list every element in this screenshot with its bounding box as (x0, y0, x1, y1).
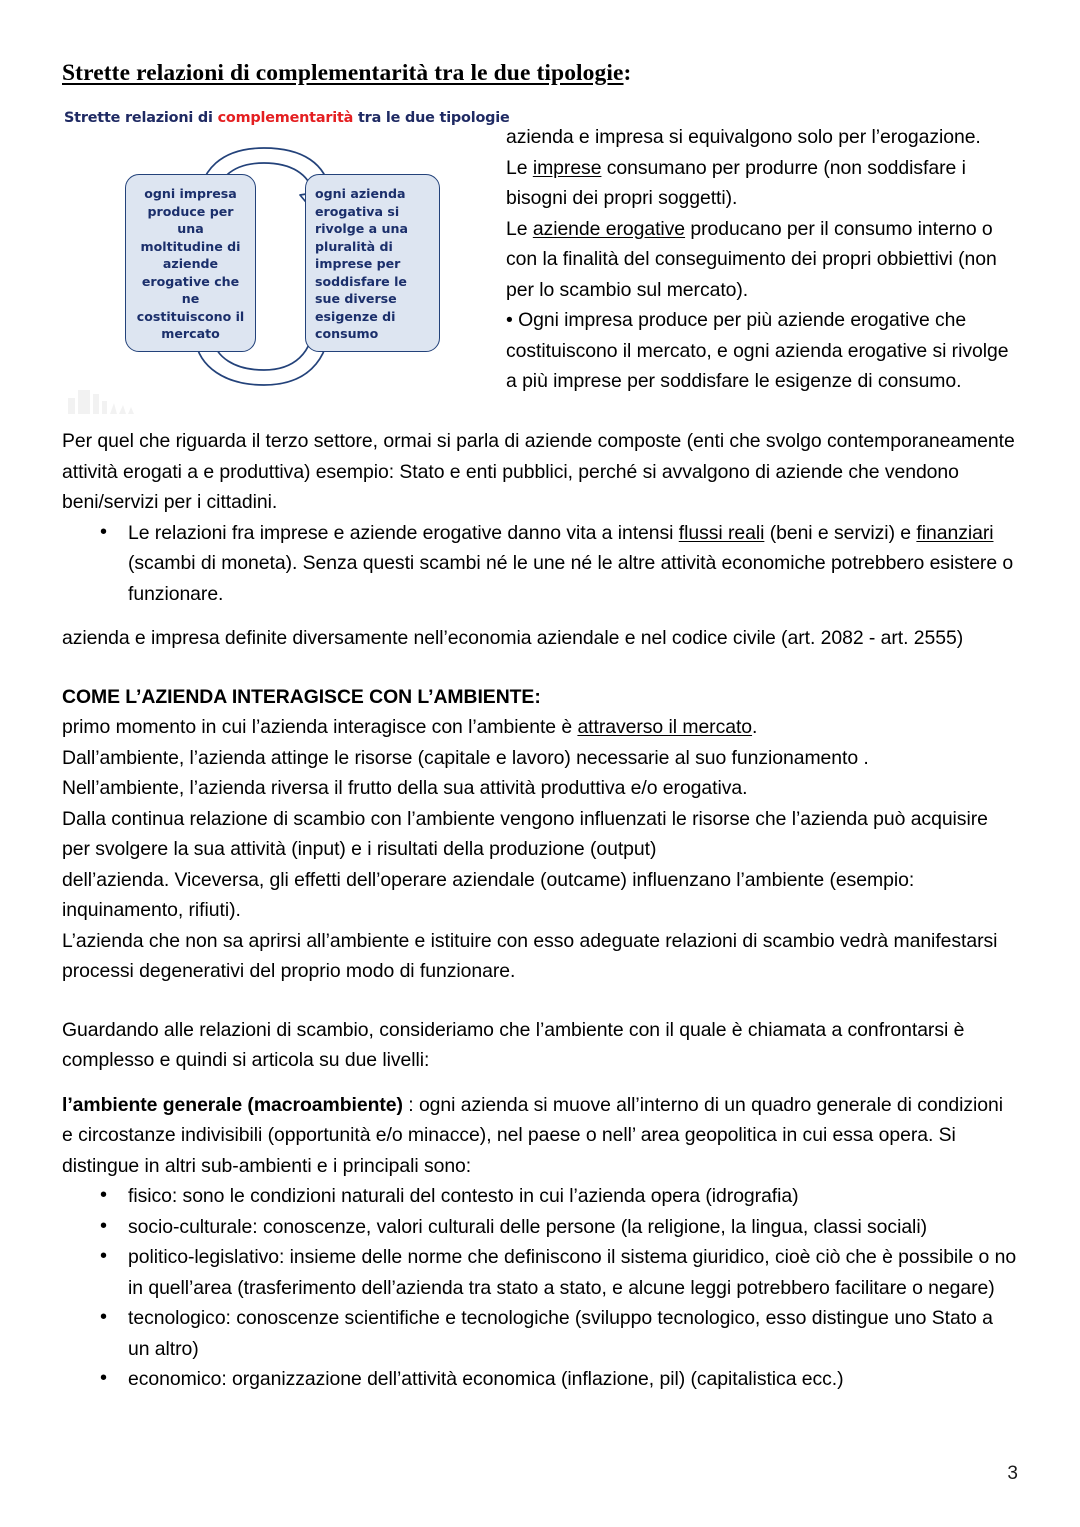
list-item: • politico-legislativo: insieme delle norme che definiscono il sistema giuridico, cioè ciò che è possibile o no in quell’area (trasferimento dell’azienda tra stato a stato, e alcune leggi potrebbero facilitare o negare) (100, 1242, 1018, 1303)
spacer (62, 654, 1018, 682)
page-title-underlined: Strette relazioni di complementarità tra le due tipologie (62, 60, 624, 86)
page-title-colon: : (623, 60, 632, 86)
list-item: • economico: organizzazione dell’attività economica (inflazione, pil) (capitalistica ecc.) (100, 1364, 1018, 1395)
macroambiente-definition: : ogni azienda si muove all’interno di un quadro generale di condizioni e circostanze indivisibili (opportunità e/o minacce), nel paese o nell’ area geopolitica in cui essa opera. Si distingue in altri sub-ambienti e i principali sono: (62, 1093, 1003, 1177)
ambiente-line-4: Dalla continua relazione di scambio con l’ambiente vengono influenzati le risorse che l’azienda può acquisire per svolgere la sua attività (input) e i risultati della produzione (output) (62, 807, 988, 860)
complementarity-figure (62, 108, 510, 398)
note-line-2-pre: Le (506, 156, 533, 179)
bullet-list-sub-ambienti (62, 1181, 1018, 1395)
ambiente-line-1-pre: primo momento in cui l’azienda interagisce con l’ambiente è (62, 716, 578, 738)
note-line-3-pre: Le (506, 217, 533, 240)
source-watermark-icon (62, 384, 172, 418)
page-title (62, 58, 1018, 88)
figure-side-notes (462, 108, 1018, 397)
bullet-flussi-underlined-1: flussi reali (678, 521, 765, 544)
note-line-2-underlined: imprese (532, 156, 602, 179)
list-item: • fisico: sono le condizioni naturali del contesto in cui l’azienda opera (idrografia) (100, 1181, 1018, 1212)
paragraph-macroambiente (62, 1090, 1018, 1182)
note-line-1: azienda e impresa si equivalgono solo per l’erogazione. (506, 126, 981, 148)
figure-heading-pre: Strette relazioni di (64, 110, 218, 126)
document-body (62, 398, 1018, 1395)
note-line-4: • Ogni impresa produce per più aziende erogative che costituiscono il mercato, e ogni azienda erogative si rivolge a più imprese per soddisfare le esigenze di consumo. (506, 309, 1009, 392)
note-line-3 (506, 214, 1018, 306)
note-line-3-post: producano per il consumo interno o con la finalità del conseguimento dei propri obbiettivi (non per lo scambio sul mercato). (506, 217, 997, 301)
bullet-flussi-post: (scambi di moneta). Senza questi scambi né le une né le altre attività economiche potrebbero esistere o funzionare. (128, 552, 1014, 605)
section-heading-ambiente: COME L’AZIENDA INTERAGISCE CON L’AMBIENTE: (62, 685, 541, 708)
ambiente-line-1-underlined: attraverso il mercato (577, 716, 753, 738)
figure-heading-post: tra le due tipologie (353, 110, 510, 126)
figure-and-notes-row (62, 108, 1018, 398)
ambiente-line-1 (62, 712, 1018, 743)
ambiente-line-1-post: . (752, 716, 758, 738)
bullet-flussi-pre: Le relazioni fra imprese e aziende erogative danno vita a intensi (128, 521, 679, 544)
list-item (100, 518, 1018, 610)
ambiente-line-5: dell’azienda. Viceversa, gli effetti dell’operare aziendale (outcame) influenzano l’ambiente (esempio: inquinamento, rifiuti). (62, 868, 915, 921)
paragraph-terzo-settore: Per quel che riguarda il terzo settore, ormai si parla di aziende composte (enti che svolgo contemporaneamente attività erogati a e produttiva) esempio: Stato e enti pubblici, perché si avvalgono di aziende che vendono beni/servizi per i cittadini. (62, 430, 1015, 513)
macroambiente-term: l’ambiente generale (macroambiente) (62, 1093, 403, 1116)
spacer (62, 609, 1018, 623)
right-concept-box: ogni azienda erogativa si rivolge a una pluralità di imprese per soddisfare le sue diverse esigenze di consumo (305, 174, 440, 352)
bullet-flussi-mid: (beni e servizi) e (764, 521, 917, 544)
spacer (62, 1076, 1018, 1090)
left-concept-box: ogni impresa produce per una moltitudine di aziende erogative che ne costituiscono il mercato (125, 174, 256, 352)
ambiente-line-6: L’azienda che non sa aprirsi all’ambiente e istituire con esso adeguate relazioni di scambio vedrà manifestarsi processi degenerativi del proprio modo di funzionare. (62, 929, 998, 982)
figure-heading (64, 110, 510, 126)
note-line-2-post: consumano per produrre (non soddisfare i bisogni dei propri soggetti). (506, 156, 966, 209)
bullet-flussi-underlined-2: finanziari (916, 521, 994, 544)
ambiente-line-2: Dall’ambiente, l’azienda attinge le risorse (capitale e lavoro) necessarie al suo funzionamento . (62, 746, 869, 769)
page-number: 3 (1007, 1463, 1018, 1484)
list-item: • socio-culturale: conoscenze, valori culturali delle persone (la religione, la lingua, classi sociali) (100, 1212, 1018, 1243)
note-line-2 (506, 153, 1018, 214)
list-item: • tecnologico: conoscenze scientifiche e tecnologiche (sviluppo tecnologico, esso distingue uno Stato a un altro) (100, 1303, 1018, 1364)
note-line-3-underlined: aziende erogative (532, 217, 686, 240)
paragraph-codice-civile: azienda e impresa definite diversamente nell’economia aziendale e nel codice civile (art. 2082 - art. 2555) (62, 627, 964, 649)
ambiente-line-3: Nell’ambiente, l’azienda riversa il frutto della sua attività produttiva e/o erogativa. (62, 777, 748, 799)
cycle-diagram (62, 136, 462, 398)
figure-heading-highlight: complementarità (217, 110, 354, 126)
spacer (62, 398, 1018, 426)
bullet-list-flussi (62, 518, 1018, 610)
spacer (62, 987, 1018, 1015)
paragraph-due-livelli: Guardando alle relazioni di scambio, consideriamo che l’ambiente con il quale è chiamata a confrontarsi è complesso e quindi si articola su due livelli: (62, 1018, 965, 1071)
